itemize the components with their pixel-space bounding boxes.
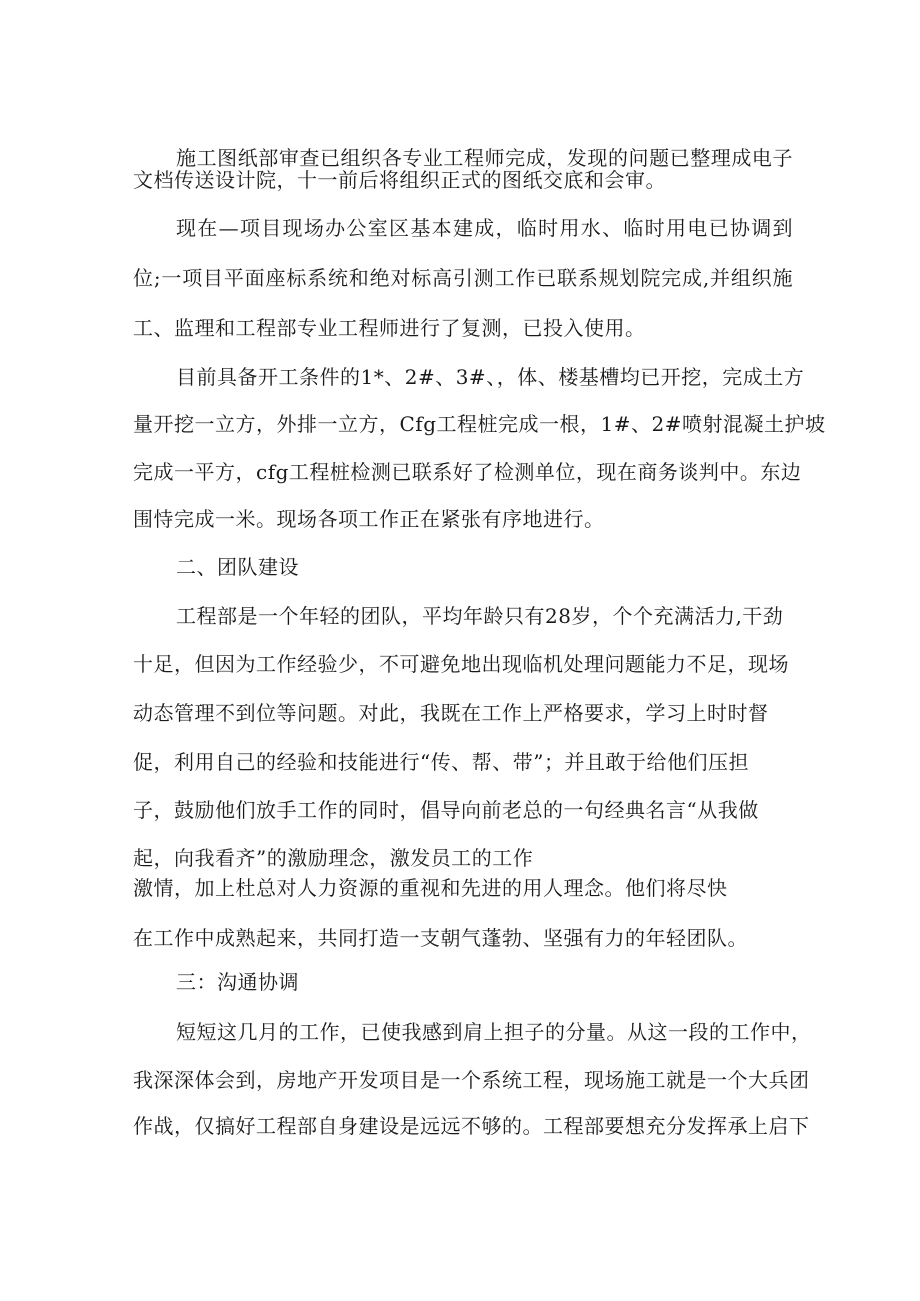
text-line: 动态管理不到位等问题。对此，我既在工作上严格要求，学习上时时督 [133, 701, 769, 725]
text-line: 围恃完成一米。现场各项工作正在紧张有序地进行。 [133, 507, 605, 531]
text-line: 激情，加上杜总对人力资源的重视和先进的用人理念。他们将尽快 [133, 876, 728, 900]
text-line: 现在—项目现场办公室区基本建成，临时用水、临时用电已协调到 [176, 216, 793, 240]
section-heading: 二、团队建设 [176, 555, 299, 579]
text-line: 施工图纸部审查已组织各专业工程师完成，发现的问题已整理成电子 [176, 146, 793, 170]
text-line: 目前具备开工条件的1*、2#、3#、，体、楼基槽均已开挖，完成土方 [176, 365, 805, 389]
text-line: 短短这几月的工作，已使我感到肩上担子的分量。从这一段的工作中， [176, 1020, 812, 1044]
text-line: 位;一项目平面座标系统和绝对标高引测工作已联系规划院完成,并组织施 [133, 266, 793, 290]
text-line: 起，向我看齐”的激励理念，激发员工的工作 [133, 846, 534, 870]
text-line: 完成一平方，cfg工程桩检测已联系好了检测单位，现在商务谈判中。东边 [133, 460, 802, 484]
text-line: 文档传送设计院，十一前后将组织正式的图纸交底和会审。 [133, 168, 666, 192]
text-line: 工、监理和工程部专业工程师进行了复测，已投入使用。 [133, 316, 646, 340]
text-line: 在工作中成熟起来，共同打造一支朝气蓬勃、坚强有力的年轻团队。 [133, 926, 748, 950]
text-line: 子，鼓励他们放手工作的同时，倡导向前老总的一句经典名言“从我做 [133, 798, 759, 822]
text-line: 作战，仅搞好工程部自身建设是远远不够的。工程部要想充分发挥承上启下 [133, 1114, 810, 1138]
text-line: 促，利用自己的经验和技能进行“传、帮、带”；并且敢于给他们压担 [133, 750, 749, 774]
text-line: 量开挖一立方，外排一立方，Cfg工程桩完成一根，1#、2#喷射混凝土护坡 [133, 412, 826, 436]
text-line: 十足，但因为工作经验少，不可避免地出现临机处理问题能力不足，现场 [133, 652, 789, 676]
text-line: 我深深体会到，房地产开发项目是一个系统工程，现场施工就是一个大兵团 [133, 1068, 810, 1092]
section-heading: 三：沟通协调 [176, 970, 299, 994]
text-line: 工程部是一个年轻的团队，平均年龄只有28岁，个个充满活力,干劲 [176, 604, 784, 628]
